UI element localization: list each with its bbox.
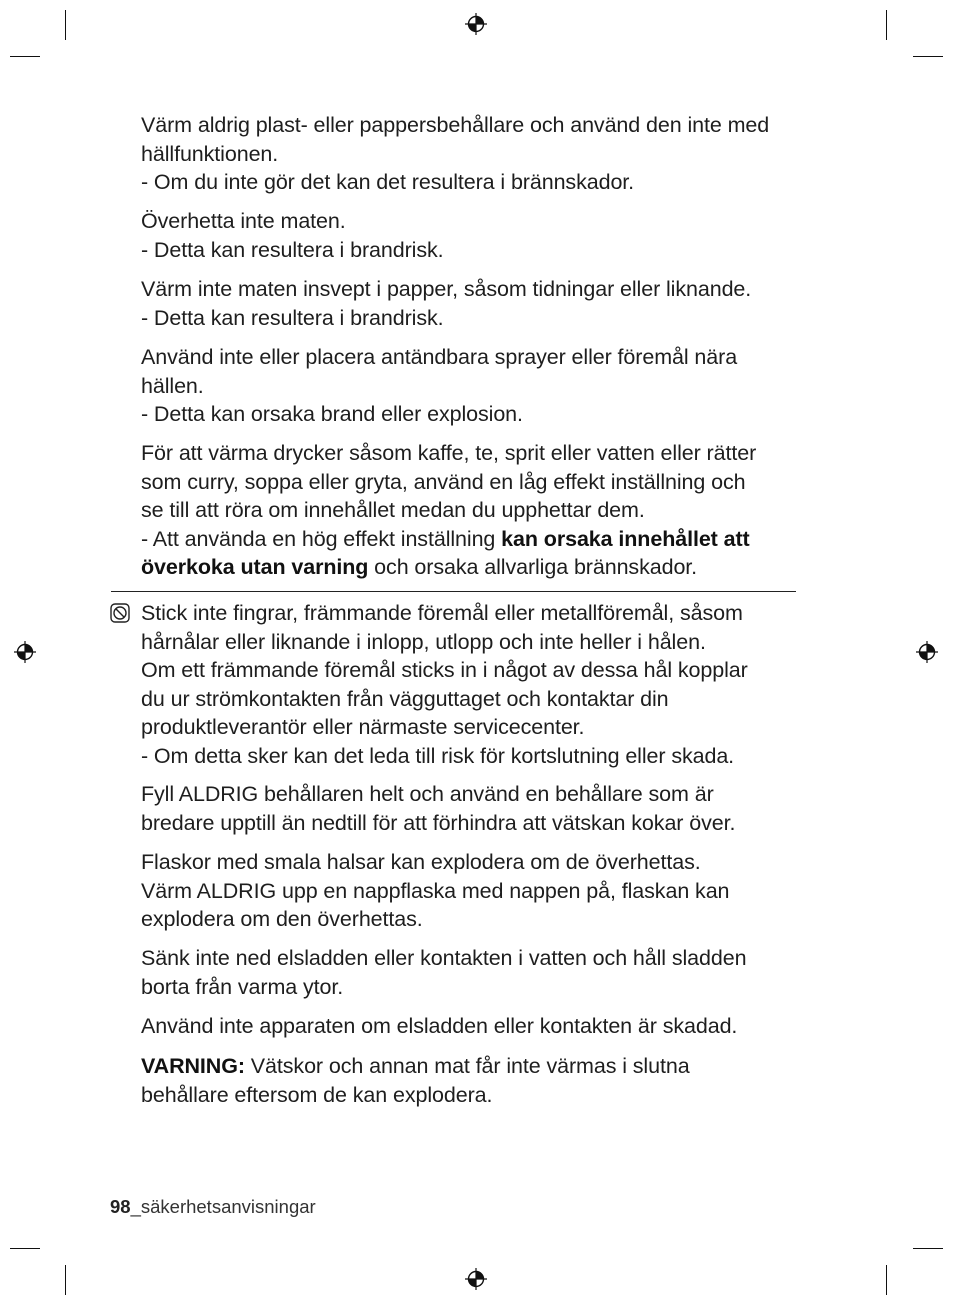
crop-mark: [65, 10, 66, 40]
warning-line: [141, 1052, 841, 1081]
warning-text: - Att använda en hög effekt inställning: [141, 526, 502, 551]
text-line: - Detta kan resultera i brandrisk.: [141, 237, 444, 262]
crop-mark: [886, 1265, 887, 1295]
text-line: som curry, soppa eller gryta, använd en låg effekt inställning och: [141, 469, 746, 494]
safety-paragraph: [141, 275, 841, 332]
warning-text: och orsaka allvarliga brännskador.: [368, 555, 698, 580]
section-divider: [111, 591, 796, 592]
prohibited-paragraph: [141, 1012, 841, 1041]
text-line: Fyll ALDRIG behållaren helt och använd en behållare som är: [141, 782, 714, 806]
prohibited-paragraph: [141, 848, 841, 934]
safety-paragraph: [141, 343, 841, 429]
warning-label: VARNING:: [141, 1054, 245, 1078]
text-line: - Om du inte gör det kan det resultera i brännskador.: [141, 170, 635, 195]
text-line: - Detta kan orsaka brand eller explosion.: [141, 402, 523, 427]
text-line: Stick inte fingrar, främmande föremål eller metallföremål, såsom: [141, 601, 743, 625]
registration-mark-icon: [465, 1268, 487, 1290]
registration-mark-icon: [14, 641, 36, 663]
warning-line: [141, 553, 841, 582]
text-line: hårnålar eller liknande i inlopp, utlopp och inte heller i hålen.: [141, 629, 706, 654]
text-line: Flaskor med smala halsar kan explodera om de överhettas.: [141, 850, 701, 874]
safety-paragraph: [141, 439, 841, 582]
text-line: Använd inte apparaten om elsladden eller kontakten är skadad.: [141, 1014, 738, 1038]
warning-emphasis: kan orsaka innehållet att: [501, 526, 750, 551]
text-line: - Detta kan resultera i brandrisk.: [141, 305, 444, 330]
text-line: explodera om den överhettas.: [141, 907, 423, 932]
section-name: _säkerhetsanvisningar: [130, 1196, 316, 1217]
safety-paragraph: [141, 111, 841, 197]
warning-text: Vätskor och annan mat får inte värmas i slutna: [244, 1054, 690, 1078]
safety-paragraph: [141, 207, 841, 264]
prohibited-paragraph: [141, 944, 841, 1001]
text-line: bredare upptill än nedtill för att förhindra att vätskan kokar över.: [141, 810, 736, 835]
text-line: hällfunktionen.: [141, 141, 279, 166]
page-number: 98: [110, 1196, 131, 1217]
crop-mark: [913, 1248, 943, 1249]
prohibited-paragraph: [141, 599, 841, 771]
text-line: produktleverantör eller närmaste servicecenter.: [141, 715, 585, 740]
crop-mark: [10, 56, 40, 57]
warning-emphasis: överkoka utan varning: [141, 555, 369, 580]
text-line: Överhetta inte maten.: [141, 209, 346, 233]
text-line: Värm ALDRIG upp en nappflaska med nappen på, flaskan kan: [141, 878, 730, 903]
warning-line: behållare eftersom de kan explodera.: [141, 1082, 493, 1107]
registration-mark-icon: [916, 641, 938, 663]
crop-mark: [65, 1265, 66, 1295]
text-line: Värm aldrig plast- eller pappersbehållare och använd den inte med: [141, 113, 770, 137]
warning-paragraph: [141, 1052, 841, 1109]
prohibited-paragraph: [141, 780, 841, 837]
page-footer: [110, 1196, 316, 1218]
registration-mark-icon: [465, 13, 487, 35]
text-line: hällen.: [141, 373, 204, 398]
crop-mark: [886, 10, 887, 40]
warning-line: [141, 525, 841, 554]
crop-mark: [10, 1248, 40, 1249]
prohibited-icon: [110, 603, 130, 623]
text-line: Om ett främmande föremål sticks in i något av dessa hål kopplar: [141, 658, 748, 683]
text-line: - Om detta sker kan det leda till risk för kortslutning eller skada.: [141, 743, 735, 768]
text-line: se till att röra om innehållet medan du upphettar dem.: [141, 498, 645, 523]
crop-mark: [913, 56, 943, 57]
text-line: För att värma drycker såsom kaffe, te, sprit eller vatten eller rätter: [141, 441, 757, 465]
text-line: borta från varma ytor.: [141, 974, 344, 999]
text-line: Sänk inte ned elsladden eller kontakten i vatten och håll sladden: [141, 946, 747, 970]
text-line: du ur strömkontakten från vägguttaget och kontaktar din: [141, 686, 669, 711]
text-line: Använd inte eller placera antändbara sprayer eller föremål nära: [141, 345, 738, 369]
text-line: Värm inte maten insvept i papper, såsom tidningar eller liknande.: [141, 277, 752, 301]
